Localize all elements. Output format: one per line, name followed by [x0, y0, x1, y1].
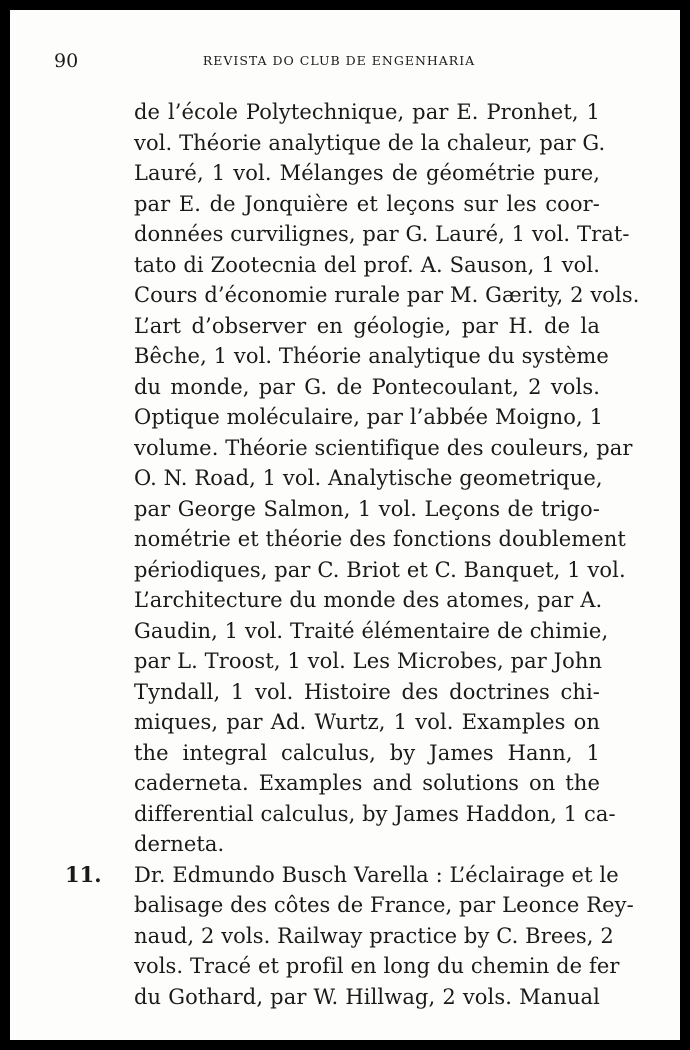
text-line: vol. Théorie analytique de la chaleur, par G. — [134, 130, 606, 155]
text-line: differential calculus, by James Haddon, 1 ca- — [134, 801, 616, 826]
text-line: tato di Zootecnia del prof. A. Sauson, 1 vol. — [134, 252, 600, 277]
text-line: Optique moléculaire, par l’abbée Moigno, 1 — [134, 405, 604, 430]
text-line: Gaudin, 1 vol. Traité élémentaire de chimie, — [134, 618, 609, 643]
text-line: de l’école Polytechnique, par E. Pronhet, 1 — [134, 100, 600, 124]
text-line: nométrie et théorie des fonctions doublement — [134, 527, 626, 552]
text-line: the integral calculus, by James Hann, 1 — [134, 740, 600, 765]
text-line: Lauré, 1 vol. Mélanges de géométrie pure, — [134, 161, 600, 186]
text-line: derneta. — [134, 832, 225, 857]
running-head: REVISTA DO CLUB DE ENGENHARIA — [202, 53, 476, 68]
text-line: du monde, par G. de Pontecoulant, 2 vols. — [134, 374, 600, 399]
text-line: miques, par Ad. Wurtz, 1 vol. Examples on — [134, 710, 600, 735]
text-line: L’architecture du monde des atomes, par A. — [134, 588, 603, 613]
text-line: Bêche, 1 vol. Théorie analytique du système — [134, 344, 609, 369]
book-page — [10, 10, 680, 1040]
text-line: par L. Troost, 1 vol. Les Microbes, par John — [134, 649, 603, 674]
text-line: du Gothard, par W. Hillwag, 2 vols. Manual — [134, 985, 600, 1009]
text-line: balisage des côtes de France, par Leonce Rey- — [134, 893, 634, 918]
text-line: naud, 2 vols. Railway practice by C. Brees, 2 — [134, 923, 614, 948]
text-line: par E. de Jonquière et leçons sur les coor- — [134, 191, 600, 216]
page-header — [54, 49, 624, 73]
text-line: vols. Tracé et profil en long du chemin de fer — [134, 954, 620, 979]
text-line: périodiques, par C. Briot et C. Banquet, 1 vol. — [134, 557, 626, 582]
text-line: volume. Théorie scientifique des couleurs, par — [134, 435, 633, 460]
text-line: O. N. Road, 1 vol. Analytische geometrique, — [134, 466, 603, 491]
text-line: Dr. Edmundo Busch Varella : L’éclairage et le — [134, 862, 619, 887]
text-line: caderneta. Examples and solutions on the — [134, 771, 600, 796]
text-line: données curvilignes, par G. Lauré, 1 vol. Trat- — [134, 222, 630, 247]
text-line: L’art d’observer en géologie, par H. de la — [134, 313, 600, 338]
text-line: par George Salmon, 1 vol. Leçons de trigo- — [134, 496, 600, 521]
entry-number: 11. — [65, 861, 102, 887]
text-line: Cours d’économie rurale par M. Gærity, 2 vols. — [134, 283, 640, 308]
page-number: 90 — [54, 50, 79, 72]
text-line: Tyndall, 1 vol. Histoire des doctrines chi- — [134, 679, 600, 704]
